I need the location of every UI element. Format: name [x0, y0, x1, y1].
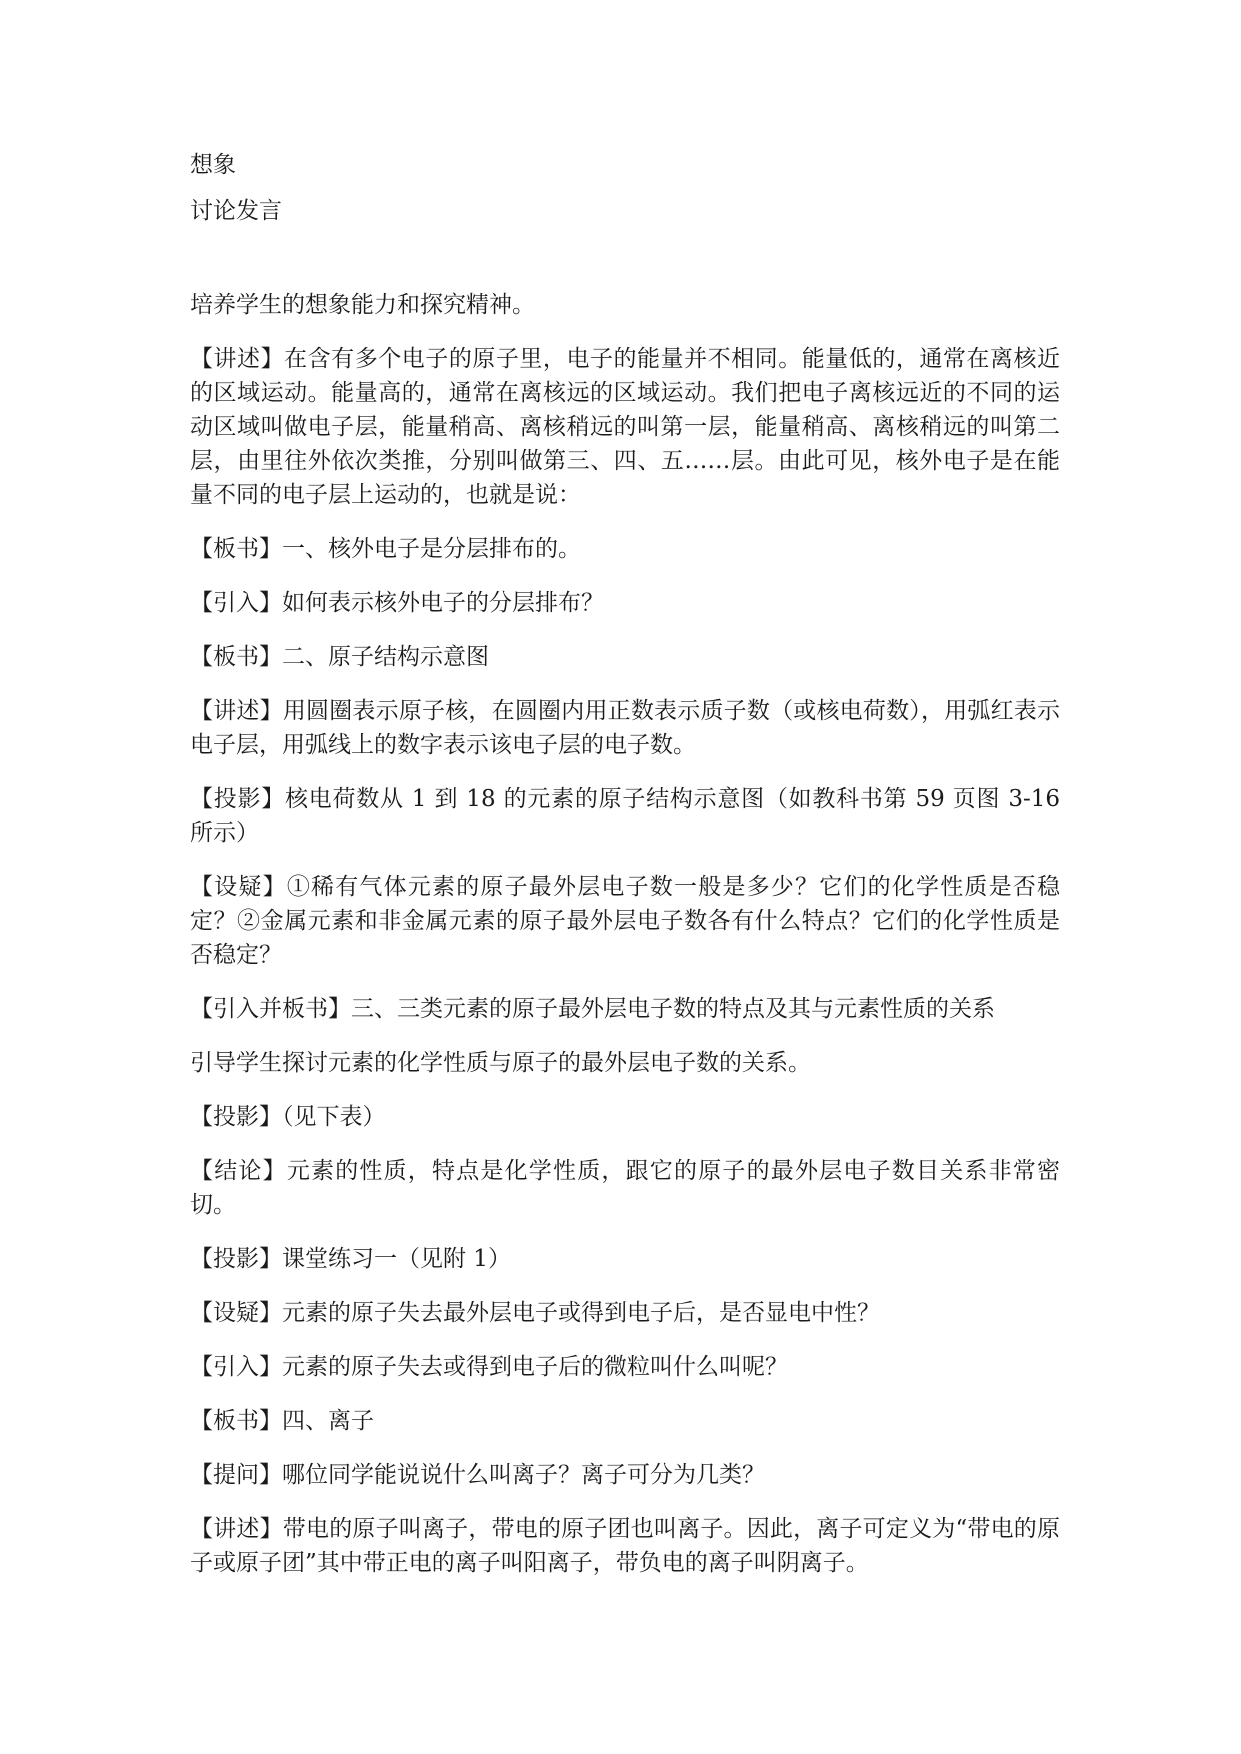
- paragraph-question-1: [190, 870, 1060, 972]
- paragraph-tag: 【投影】: [190, 786, 285, 812]
- paragraph-conclusion: [190, 1154, 1060, 1222]
- paragraph-tag: 【引入】: [190, 590, 282, 616]
- paragraph-tag: 【板书】: [190, 1408, 282, 1434]
- paragraph-intro-1: [190, 586, 1060, 620]
- paragraph-text: 四、离子: [282, 1408, 374, 1434]
- paragraph-tag: 【板书】: [190, 536, 282, 562]
- paragraph-projection-2: [190, 1100, 1060, 1134]
- paragraph-text: 二、原子结构示意图: [282, 644, 489, 670]
- line-guide: 引导学生探讨元素的化学性质与原子的最外层电子数的关系。: [190, 1050, 811, 1076]
- paragraph-tag: 【结论】: [190, 1158, 287, 1184]
- paragraph-tag: 【提问】: [190, 1462, 282, 1488]
- text-column: [190, 148, 1060, 1600]
- paragraph-text: 哪位同学能说说什么叫离子？离子可分为几类？: [282, 1462, 765, 1488]
- paragraph-text: 带电的原子叫离子，带电的原子团也叫离子。因此，离子可定义为“带电的原子或原子团”其中带正电的离子叫阳离子，带负电的离子叫阴离子。: [190, 1516, 1061, 1576]
- paragraph-intro-2: [190, 1350, 1060, 1384]
- paragraph-text: （见下表）: [282, 1104, 386, 1130]
- paragraph-ask: [190, 1458, 1060, 1492]
- paragraph-text: 在含有多个电子的原子里，电子的能量并不相同。能量低的，通常在离核近的区域运动。能量高的，通常在离核远的区域运动。我们把电子离核远近的不同的运动区域叫做电子层，能量稍高、离核稍远的叫第一层，能量稍高、离核稍远的叫第二层，由里往外依次类推，分别叫做第三、四、五……层。由此可见，核外电子是在能量不同的电子层上运动的，也就是说：: [190, 346, 1061, 508]
- paragraph-text: 如何表示核外电子的分层排布？: [282, 590, 604, 616]
- paragraph-tag: 【引入并板书】: [190, 996, 351, 1022]
- paragraph-intro-board: [190, 992, 1060, 1026]
- paragraph-text: 核电荷数从 1 到 18 的元素的原子结构示意图（如教科书第 59 页图 3-16 所示）: [190, 786, 1061, 846]
- paragraph-tag: 【讲述】: [190, 346, 285, 372]
- paragraph-question-2: [190, 1296, 1060, 1330]
- paragraph-board-2: [190, 640, 1060, 674]
- paragraph-tag: 【投影】: [190, 1104, 282, 1130]
- paragraph-lecture-3: [190, 1512, 1060, 1580]
- paragraph-text: 元素的性质，特点是化学性质，跟它的原子的最外层电子数目关系非常密切。: [190, 1158, 1061, 1218]
- paragraph-tag: 【引入】: [190, 1354, 282, 1380]
- paragraph-text: 三、三类元素的原子最外层电子数的特点及其与元素性质的关系: [351, 996, 995, 1022]
- paragraph-text: 用圆圈表示原子核，在圆圈内用正数表示质子数（或核电荷数），用弧红表示电子层，用弧线上的数字表示该电子层的电子数。: [190, 698, 1061, 758]
- paragraph-text: 元素的原子失去最外层电子或得到电子后，是否显电中性？: [282, 1300, 880, 1326]
- line-goal: 培养学生的想象能力和探究精神。: [190, 292, 535, 318]
- paragraph-tag: 【投影】: [190, 1246, 282, 1272]
- paragraph-tag: 【讲述】: [190, 698, 283, 724]
- paragraph-tag: 【设疑】: [190, 1300, 282, 1326]
- paragraph-tag: 【板书】: [190, 644, 282, 670]
- line-discussion: 讨论发言: [190, 198, 282, 224]
- paragraph-text: ①稀有气体元素的原子最外层电子数一般是多少？它们的化学性质是否稳定？②金属元素和非金属元素的原子最外层电子数各有什么特点？它们的化学性质是否稳定？: [190, 874, 1061, 968]
- paragraph-projection-1: [190, 782, 1060, 850]
- paragraph-projection-3: [190, 1242, 1060, 1276]
- paragraph-lecture-1: [190, 342, 1060, 512]
- paragraph-text: 课堂练习一（见附 1）: [282, 1246, 511, 1272]
- paragraph-lecture-2: [190, 694, 1060, 762]
- paragraph-tag: 【讲述】: [190, 1516, 283, 1542]
- paragraph-text: 元素的原子失去或得到电子后的微粒叫什么叫呢？: [282, 1354, 788, 1380]
- paragraph-tag: 【设疑】: [190, 874, 287, 900]
- line-imagine: 想象: [190, 152, 236, 178]
- paragraph-text: 一、核外电子是分层排布的。: [282, 536, 581, 562]
- paragraph-board-1: [190, 532, 1060, 566]
- paragraph-board-3: [190, 1404, 1060, 1438]
